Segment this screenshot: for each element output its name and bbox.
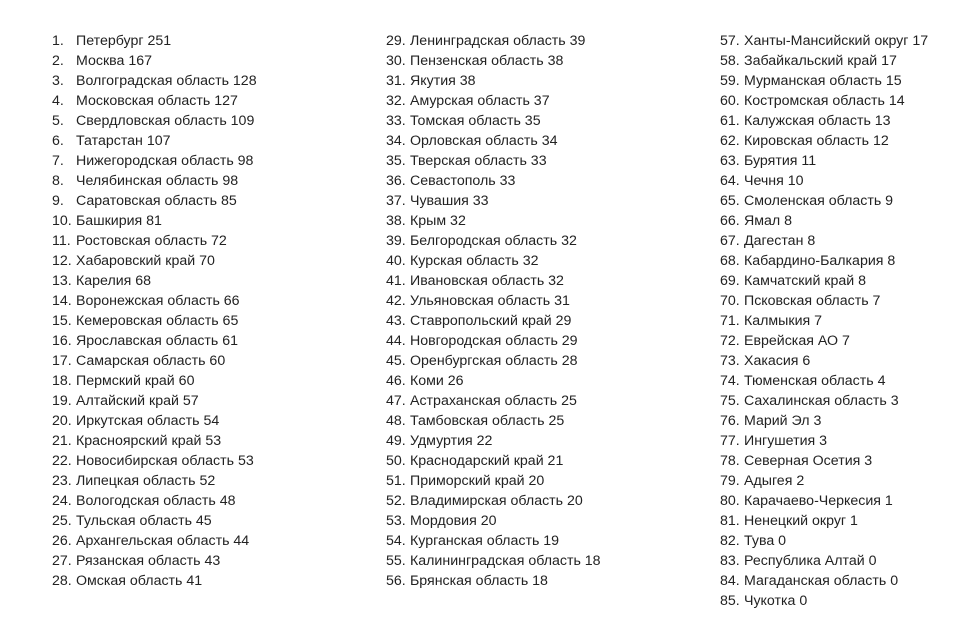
region-entry: Ленинградская область 39 [410, 33, 586, 49]
item-number: 39. [386, 233, 406, 249]
list-item [720, 591, 928, 611]
region-entry: Астраханская область 25 [410, 393, 577, 409]
item-number: 4. [52, 93, 64, 109]
item-number: 18. [52, 373, 72, 389]
item-number: 1. [52, 33, 64, 49]
list-item [386, 331, 601, 351]
region-entry: Псковская область 7 [744, 293, 881, 309]
list-item [386, 151, 601, 171]
list-item [52, 471, 257, 491]
list-item [386, 71, 601, 91]
region-entry: Белгородская область 32 [410, 233, 577, 249]
list-item [52, 271, 257, 291]
list-item [386, 211, 601, 231]
item-number: 73. [720, 353, 740, 369]
list-item [52, 531, 257, 551]
item-number: 29. [386, 33, 406, 49]
region-entry: Волгоградская область 128 [76, 73, 257, 89]
region-entry: Пензенская область 38 [410, 53, 564, 69]
item-number: 11. [52, 233, 71, 249]
list-item [386, 431, 601, 451]
item-number: 49. [386, 433, 406, 449]
region-entry: Иркутская область 54 [76, 413, 220, 429]
region-entry: Красноярский край 53 [76, 433, 222, 449]
region-entry: Брянская область 18 [410, 573, 548, 589]
region-entry: Ингушетия 3 [744, 433, 828, 449]
item-number: 8. [52, 173, 64, 189]
region-entry: Рязанская область 43 [76, 553, 221, 569]
region-entry: Воронежская область 66 [76, 293, 240, 309]
region-entry: Курская область 32 [410, 253, 539, 269]
item-number: 23. [52, 473, 72, 489]
region-entry: Кировская область 12 [744, 133, 889, 149]
region-entry: Чувашия 33 [410, 193, 489, 209]
list-item [386, 411, 601, 431]
list-item [386, 291, 601, 311]
region-entry: Липецкая область 52 [76, 473, 216, 489]
item-number: 78. [720, 453, 740, 469]
region-entry: Чукотка 0 [744, 593, 808, 609]
list-item [386, 391, 601, 411]
list-item [52, 371, 257, 391]
list-item [720, 351, 928, 371]
item-number: 34. [386, 133, 406, 149]
list-item [720, 231, 928, 251]
region-entry: Магаданская область 0 [744, 573, 899, 589]
item-number: 15. [52, 313, 72, 329]
list-item [720, 311, 928, 331]
list-item [386, 371, 601, 391]
list-item [52, 31, 257, 51]
list-item [720, 151, 928, 171]
region-entry: Нижегородская область 98 [76, 153, 254, 169]
region-entry: Ростовская область 72 [76, 233, 227, 249]
region-entry: Дагестан 8 [744, 233, 816, 249]
list-item [720, 331, 928, 351]
region-entry: Кабардино-Балкария 8 [744, 253, 896, 269]
list-item [720, 111, 928, 131]
item-number: 82. [720, 533, 740, 549]
list-item [52, 551, 257, 571]
item-number: 79. [720, 473, 740, 489]
region-entry: Крым 32 [410, 213, 466, 229]
region-entry: Мордовия 20 [410, 513, 497, 529]
region-entry: Марий Эл 3 [744, 413, 822, 429]
list-item [720, 251, 928, 271]
region-entry: Тува 0 [744, 533, 787, 549]
region-entry: Кемеровская область 65 [76, 313, 239, 329]
list-item [52, 431, 257, 451]
item-number: 66. [720, 213, 740, 229]
region-entry: Карачаево-Черкесия 1 [744, 493, 893, 509]
item-number: 40. [386, 253, 406, 269]
list-item [386, 271, 601, 291]
item-number: 65. [720, 193, 740, 209]
item-number: 80. [720, 493, 740, 509]
list-item [386, 171, 601, 191]
region-entry: Костромская область 14 [744, 93, 905, 109]
item-number: 43. [386, 313, 406, 329]
list-item [52, 331, 257, 351]
region-entry: Краснодарский край 21 [410, 453, 564, 469]
list-item [52, 171, 257, 191]
region-entry: Петербург 251 [76, 33, 172, 49]
item-number: 17. [52, 353, 72, 369]
list-item [720, 211, 928, 231]
item-number: 6. [52, 133, 64, 149]
list-item [386, 31, 601, 51]
list-item [386, 351, 601, 371]
list-item [386, 491, 601, 511]
item-number: 36. [386, 173, 406, 189]
item-number: 58. [720, 53, 740, 69]
item-number: 70. [720, 293, 740, 309]
region-entry: Ярославская область 61 [76, 333, 239, 349]
region-entry: Тамбовская область 25 [410, 413, 565, 429]
list-item [720, 91, 928, 111]
region-entry: Чечня 10 [744, 173, 804, 189]
item-number: 3. [52, 73, 64, 89]
list-item [52, 571, 257, 591]
item-number: 63. [720, 153, 740, 169]
item-number: 35. [386, 153, 406, 169]
list-item [52, 251, 257, 271]
list-item [720, 471, 928, 491]
region-entry: Саратовская область 85 [76, 193, 237, 209]
region-entry: Новгородская область 29 [410, 333, 578, 349]
region-entry: Тверская область 33 [410, 153, 547, 169]
item-number: 56. [386, 573, 406, 589]
item-number: 5. [52, 113, 64, 129]
item-number: 52. [386, 493, 406, 509]
region-entry: Москва 167 [76, 53, 153, 69]
region-entry: Камчатский край 8 [744, 273, 867, 289]
region-entry: Татарстан 107 [76, 133, 171, 149]
region-entry: Калининградская область 18 [410, 553, 601, 569]
item-number: 83. [720, 553, 740, 569]
region-entry: Башкирия 81 [76, 213, 162, 229]
list-item [720, 551, 928, 571]
item-number: 67. [720, 233, 740, 249]
list-item [52, 111, 257, 131]
list-item [386, 51, 601, 71]
list-item [386, 571, 601, 591]
list-item [386, 511, 601, 531]
list-item [52, 51, 257, 71]
item-number: 13. [52, 273, 72, 289]
list-item [52, 391, 257, 411]
item-number: 60. [720, 93, 740, 109]
item-number: 81. [720, 513, 740, 529]
list-item [720, 451, 928, 471]
region-entry: Оренбургская область 28 [410, 353, 578, 369]
region-entry: Ивановская область 32 [410, 273, 564, 289]
list-item [720, 391, 928, 411]
region-entry: Орловская область 34 [410, 133, 558, 149]
item-number: 26. [52, 533, 72, 549]
region-entry: Бурятия 11 [744, 153, 817, 169]
list-item [52, 71, 257, 91]
item-number: 16. [52, 333, 72, 349]
region-list-column-2 [386, 31, 601, 591]
list-item [52, 151, 257, 171]
region-entry: Мурманская область 15 [744, 73, 902, 89]
list-item [720, 491, 928, 511]
list-item [720, 271, 928, 291]
region-entry: Алтайский край 57 [76, 393, 199, 409]
region-entry: Тульская область 45 [76, 513, 212, 529]
list-item [52, 351, 257, 371]
region-list-column-1 [52, 31, 257, 591]
region-entry: Владимирская область 20 [410, 493, 583, 509]
list-item [52, 511, 257, 531]
list-item [386, 231, 601, 251]
list-item [52, 191, 257, 211]
list-item [720, 71, 928, 91]
item-number: 75. [720, 393, 740, 409]
region-entry: Сахалинская область 3 [744, 393, 899, 409]
list-item [720, 191, 928, 211]
item-number: 12. [52, 253, 72, 269]
item-number: 25. [52, 513, 72, 529]
item-number: 41. [386, 273, 406, 289]
list-item [52, 91, 257, 111]
list-item [720, 171, 928, 191]
item-number: 47. [386, 393, 406, 409]
item-number: 28. [52, 573, 72, 589]
item-number: 62. [720, 133, 740, 149]
item-number: 72. [720, 333, 740, 349]
list-item [386, 451, 601, 471]
region-entry: Калмыкия 7 [744, 313, 823, 329]
item-number: 51. [386, 473, 406, 489]
list-item [52, 491, 257, 511]
region-entry: Пермский край 60 [76, 373, 195, 389]
list-item [720, 131, 928, 151]
list-item [52, 411, 257, 431]
item-number: 31. [386, 73, 406, 89]
region-entry: Самарская область 60 [76, 353, 226, 369]
region-entry: Омская область 41 [76, 573, 203, 589]
item-number: 57. [720, 33, 740, 49]
item-number: 9. [52, 193, 64, 209]
item-number: 54. [386, 533, 406, 549]
item-number: 61. [720, 113, 740, 129]
list-item [386, 91, 601, 111]
list-item [386, 251, 601, 271]
list-item [52, 131, 257, 151]
item-number: 27. [52, 553, 72, 569]
item-number: 7. [52, 153, 64, 169]
region-entry: Удмуртия 22 [410, 433, 493, 449]
region-entry: Вологодская область 48 [76, 493, 236, 509]
item-number: 77. [720, 433, 740, 449]
region-entry: Ямал 8 [744, 213, 793, 229]
region-entry: Еврейская АО 7 [744, 333, 850, 349]
item-number: 42. [386, 293, 406, 309]
item-number: 59. [720, 73, 740, 89]
list-item [52, 451, 257, 471]
list-item [386, 131, 601, 151]
item-number: 21. [52, 433, 72, 449]
region-entry: Курганская область 19 [410, 533, 560, 549]
item-number: 38. [386, 213, 406, 229]
list-item [52, 311, 257, 331]
item-number: 14. [52, 293, 72, 309]
item-number: 53. [386, 513, 406, 529]
list-item [720, 511, 928, 531]
item-number: 84. [720, 573, 740, 589]
item-number: 44. [386, 333, 406, 349]
region-entry: Коми 26 [410, 373, 464, 389]
list-item [386, 531, 601, 551]
item-number: 22. [52, 453, 72, 469]
region-entry: Приморский край 20 [410, 473, 545, 489]
list-item [52, 291, 257, 311]
region-entry: Ненецкий округ 1 [744, 513, 858, 529]
region-entry: Свердловская область 109 [76, 113, 255, 129]
list-item [386, 551, 601, 571]
item-number: 64. [720, 173, 740, 189]
item-number: 74. [720, 373, 740, 389]
item-number: 46. [386, 373, 406, 389]
item-number: 76. [720, 413, 740, 429]
item-number: 45. [386, 353, 406, 369]
region-entry: Томская область 35 [410, 113, 541, 129]
region-entry: Калужская область 13 [744, 113, 891, 129]
list-item [386, 311, 601, 331]
region-entry: Ульяновская область 31 [410, 293, 570, 309]
list-item [52, 231, 257, 251]
item-number: 20. [52, 413, 72, 429]
item-number: 68. [720, 253, 740, 269]
list-item [720, 51, 928, 71]
item-number: 33. [386, 113, 406, 129]
list-item [720, 411, 928, 431]
item-number: 24. [52, 493, 72, 509]
item-number: 50. [386, 453, 406, 469]
list-item [720, 371, 928, 391]
list-item [386, 191, 601, 211]
region-entry: Адыгея 2 [744, 473, 805, 489]
region-entry: Карелия 68 [76, 273, 152, 289]
region-entry: Хабаровский край 70 [76, 253, 215, 269]
list-item [386, 111, 601, 131]
list-item [720, 431, 928, 451]
item-number: 10. [52, 213, 72, 229]
region-entry: Челябинская область 98 [76, 173, 239, 189]
region-entry: Амурская область 37 [410, 93, 550, 109]
item-number: 85. [720, 593, 740, 609]
region-entry: Архангельская область 44 [76, 533, 250, 549]
item-number: 37. [386, 193, 406, 209]
region-entry: Забайкальский край 17 [744, 53, 897, 69]
region-entry: Тюменская область 4 [744, 373, 886, 389]
region-entry: Смоленская область 9 [744, 193, 894, 209]
item-number: 19. [52, 393, 72, 409]
item-number: 71. [720, 313, 740, 329]
item-number: 30. [386, 53, 406, 69]
region-entry: Северная Осетия 3 [744, 453, 873, 469]
region-entry: Ханты-Мансийский округ 17 [744, 33, 929, 49]
item-number: 69. [720, 273, 740, 289]
list-item [52, 211, 257, 231]
list-item [720, 31, 928, 51]
region-entry: Хакасия 6 [744, 353, 811, 369]
region-list-column-3 [720, 31, 928, 611]
item-number: 32. [386, 93, 406, 109]
item-number: 48. [386, 413, 406, 429]
item-number: 2. [52, 53, 64, 69]
region-entry: Ставропольский край 29 [410, 313, 572, 329]
item-number: 55. [386, 553, 406, 569]
region-entry: Севастополь 33 [410, 173, 516, 189]
list-item [720, 571, 928, 591]
region-entry: Якутия 38 [410, 73, 476, 89]
region-entry: Московская область 127 [76, 93, 238, 109]
region-entry: Новосибирская область 53 [76, 453, 254, 469]
region-entry: Республика Алтай 0 [744, 553, 877, 569]
list-item [386, 471, 601, 491]
list-item [720, 531, 928, 551]
list-item [720, 291, 928, 311]
